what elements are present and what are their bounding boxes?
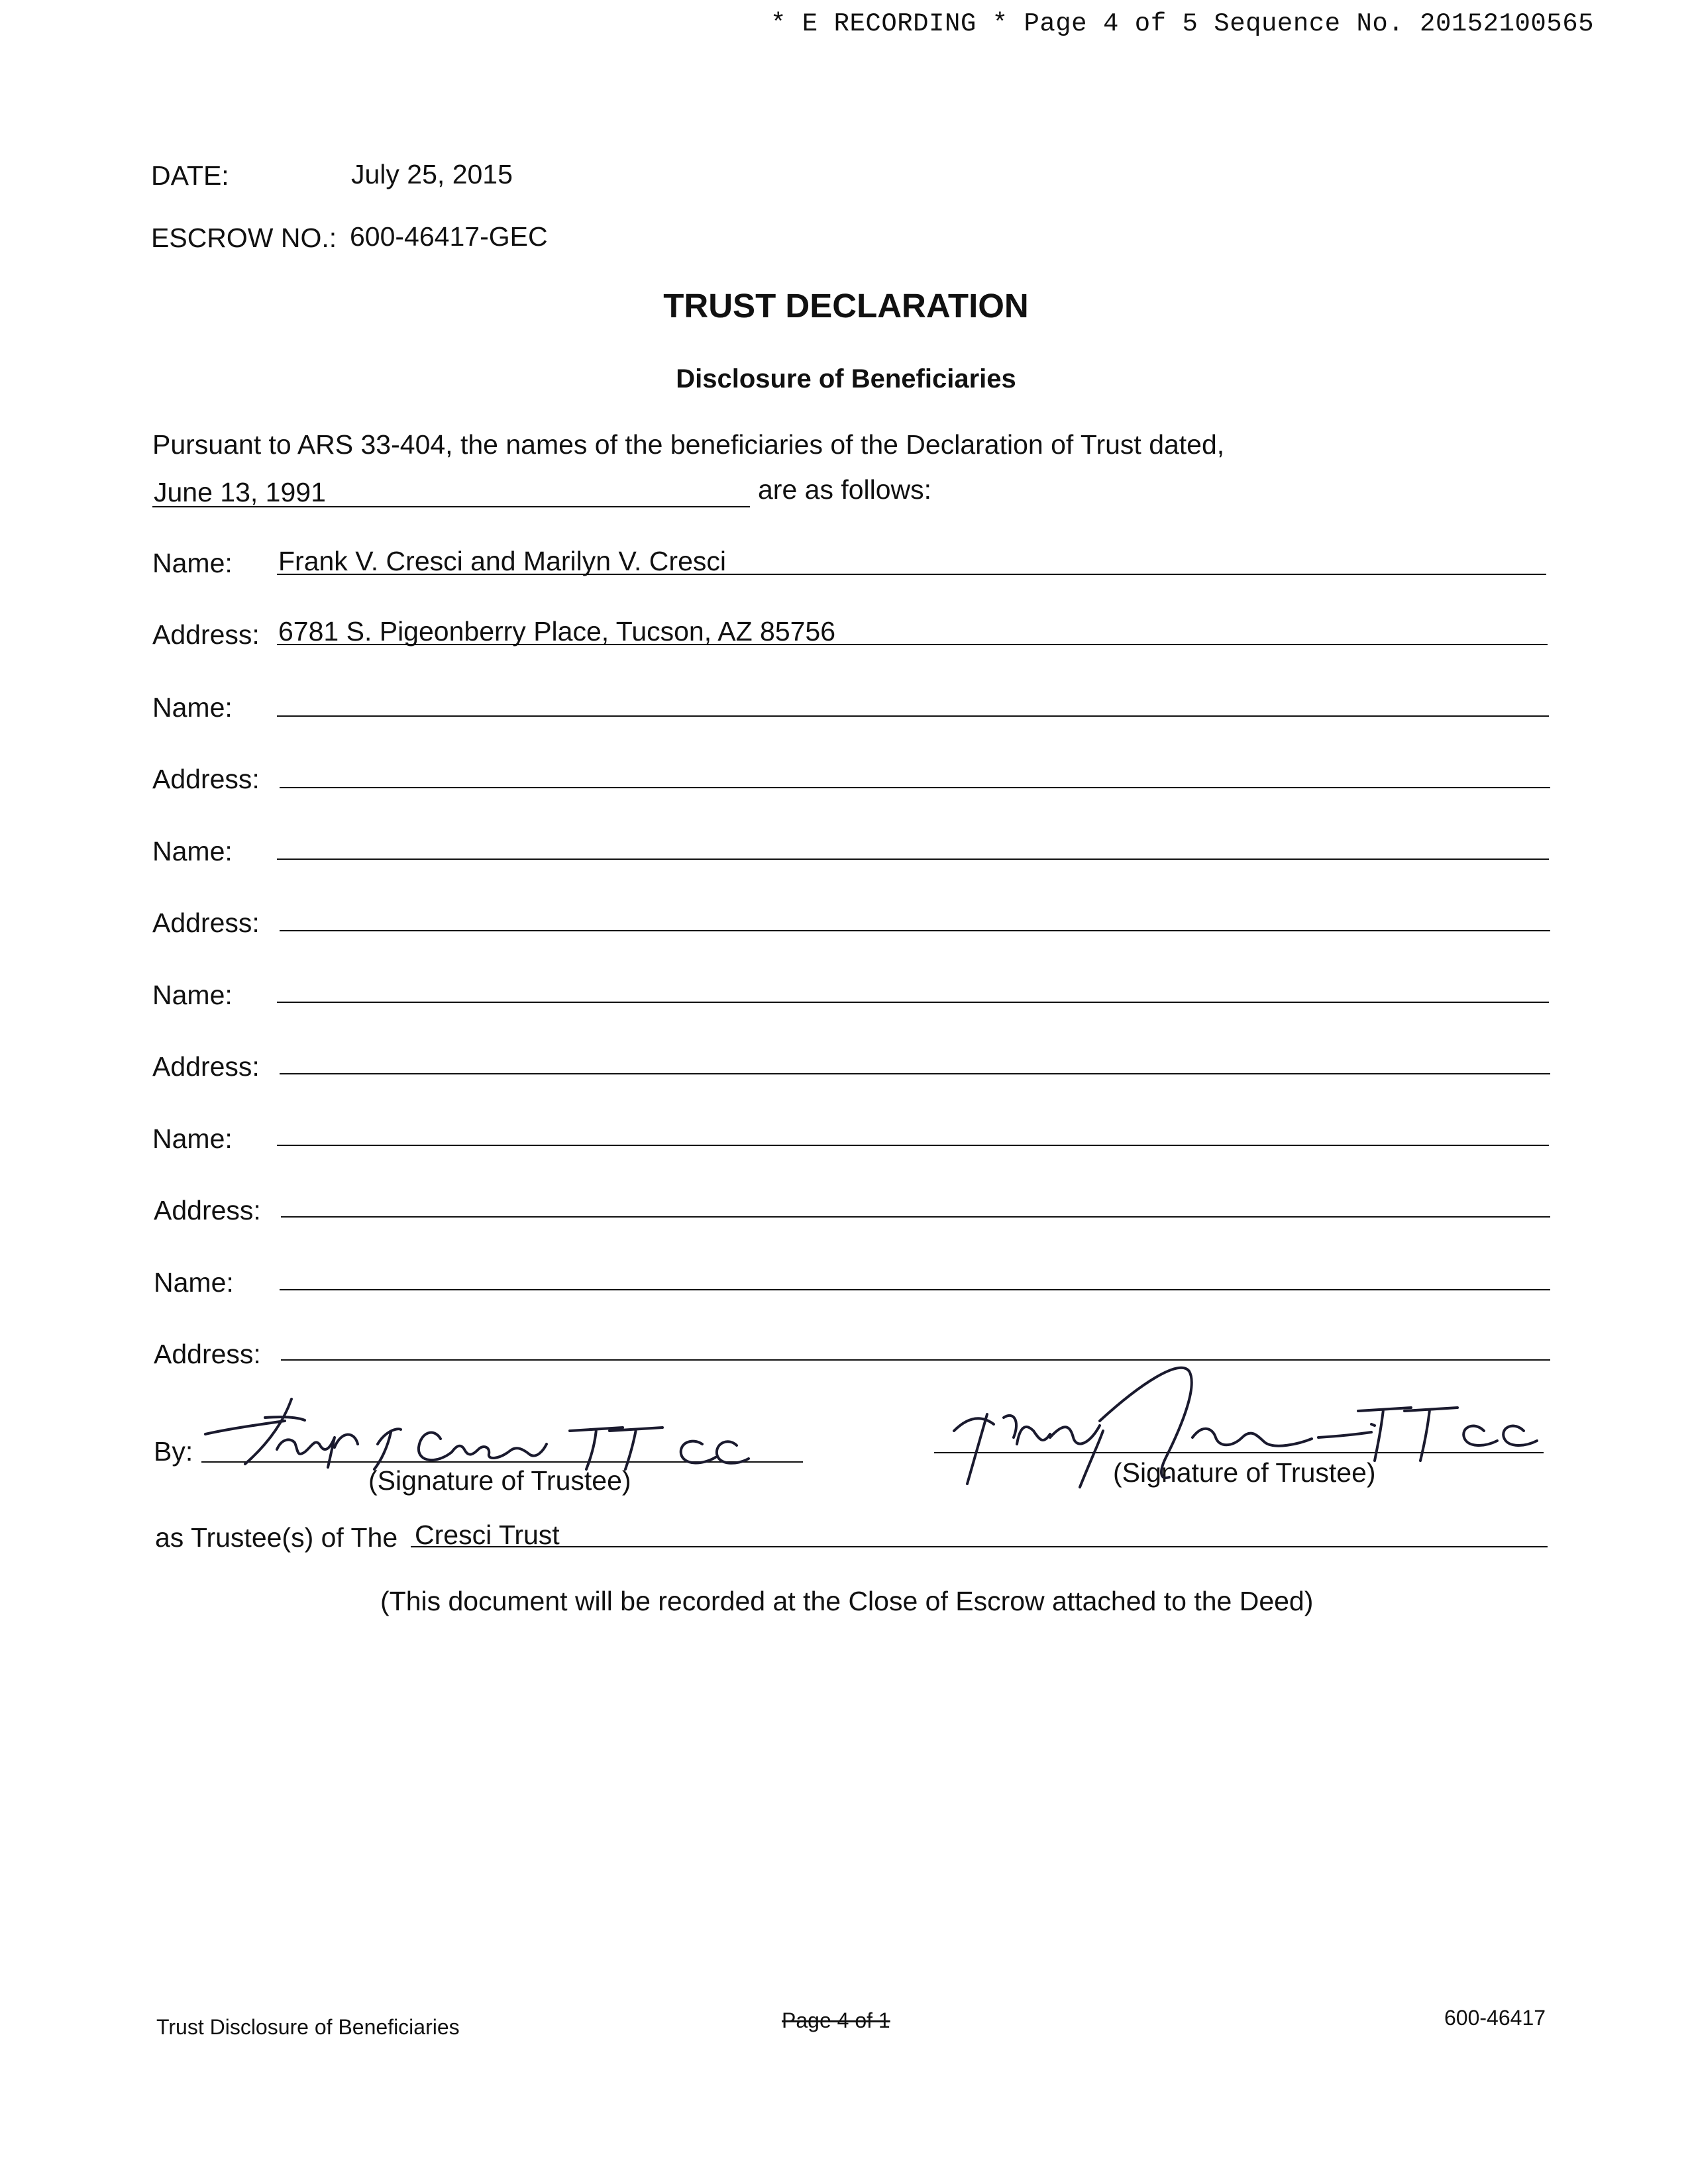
- signature-caption-left: (Signature of Trustee): [368, 1465, 631, 1496]
- date-label: DATE:: [151, 160, 229, 191]
- address-line: [280, 1073, 1550, 1074]
- address-label: Address:: [154, 1195, 261, 1225]
- address-label: Address:: [152, 908, 260, 938]
- address-line: [277, 644, 1548, 645]
- intro-text: Pursuant to ARS 33-404, the names of the beneficiaries of the Declaration of Trust dated,: [152, 429, 1225, 460]
- recording-header: * E RECORDING * Page 4 of 5 Sequence No. 20152100565: [770, 9, 1594, 38]
- address-label: Address:: [152, 764, 260, 794]
- name-label: Name:: [152, 1123, 233, 1154]
- date-value: July 25, 2015: [351, 159, 513, 189]
- footer-title: Trust Disclosure of Beneficiaries: [156, 2015, 460, 2039]
- name-label: Name:: [152, 548, 233, 578]
- trust-name-value: Cresci Trust: [415, 1520, 560, 1550]
- name-line: [280, 1289, 1550, 1290]
- address-line: [280, 787, 1550, 788]
- name-line: [277, 1002, 1549, 1003]
- trust-name-line: [411, 1546, 1548, 1547]
- recording-note: (This document will be recorded at the Close of Escrow attached to the Deed): [380, 1586, 1314, 1616]
- by-label: By:: [154, 1436, 193, 1467]
- document-subtitle: Disclosure of Beneficiaries: [676, 364, 1016, 393]
- name-label: Name:: [152, 980, 233, 1010]
- trust-date-line: [152, 506, 750, 507]
- name-line: [277, 858, 1549, 860]
- signature-caption-right: (Signature of Trustee): [1113, 1457, 1376, 1488]
- signature-right-image: [941, 1345, 1550, 1497]
- escrow-label: ESCROW NO.:: [151, 223, 337, 253]
- intro-suffix: are as follows:: [758, 474, 932, 505]
- address-label: Address:: [152, 619, 260, 650]
- address-value: 6781 S. Pigeonberry Place, Tucson, AZ 85756: [278, 616, 836, 647]
- name-label: Name:: [152, 836, 233, 866]
- footer-escrow-ref: 600-46417: [1444, 2006, 1546, 2030]
- address-line: [280, 930, 1550, 931]
- signature-left-image: [199, 1391, 795, 1477]
- name-line: [277, 574, 1546, 575]
- address-label: Address:: [154, 1339, 261, 1369]
- name-label: Name:: [152, 692, 233, 723]
- escrow-value: 600-46417-GEC: [350, 221, 548, 252]
- address-line: [281, 1216, 1550, 1218]
- footer-page-number: Page 4 of 1: [782, 2008, 890, 2032]
- document-title: TRUST DECLARATION: [663, 287, 1029, 325]
- trust-date-value: June 13, 1991: [154, 477, 326, 507]
- name-value: Frank V. Cresci and Marilyn V. Cresci: [278, 546, 726, 576]
- name-line: [277, 1145, 1549, 1146]
- name-line: [277, 715, 1549, 717]
- name-label: Name:: [154, 1267, 234, 1298]
- trustee-label: as Trustee(s) of The: [155, 1522, 398, 1553]
- address-label: Address:: [152, 1051, 260, 1082]
